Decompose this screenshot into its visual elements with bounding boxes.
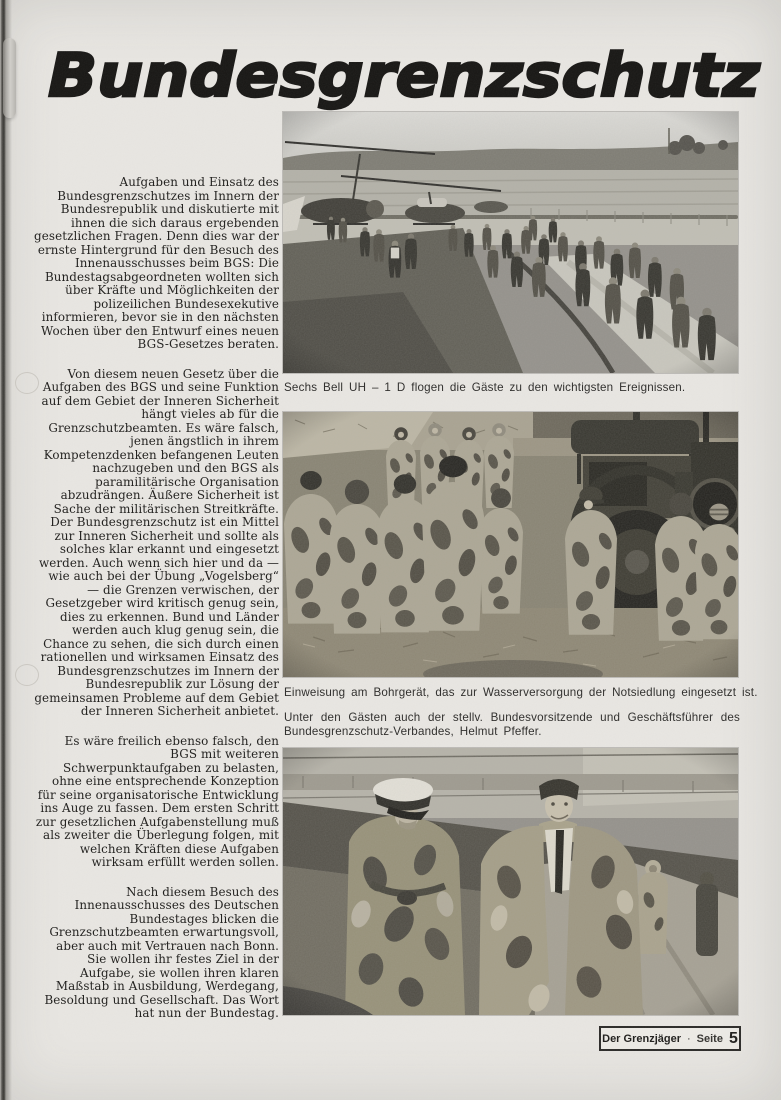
page-word: Seite <box>696 1032 723 1045</box>
page-title: Bundesgrenzschutz <box>48 41 762 111</box>
photo-officials-illustration <box>283 748 738 1015</box>
photo-drill-illustration <box>283 412 738 677</box>
photo-caption-3: Unter den Gästen auch der stellv. Bundesvorsitzende und Geschäftsführer des Bundesgrenzschutz-Verbandes, Helmut Pfeffer. <box>284 711 740 738</box>
page-number: 5 <box>728 1029 738 1047</box>
photo-caption-2: Einweisung am Bohrgerät, das zur Wasserversorgung der Notsiedlung eingesetzt ist. <box>284 686 758 699</box>
article-paragraph-2: Von diesem neuen Gesetz über die Aufgaben des BGS und seine Funktion auf dem Gebiet der Inneren Sicherheit hängt vieles ab für die Grenzschutzbeamten. Es wäre falsch, jenen ängstlich in ihrem Kompetenzdenken befangenen Leuten nachzugeben und den BGS als paramilitärische Organisation abzudrängen. Äußere Sicherheit ist Sache der militärischen Streitkräfte. Der Bundesgrenzschutz ist ein Mittel zur Inneren Sicherheit und sollte als solches klar erkannt und eingesetzt werden. Auch wenn sich hier und da — wie auch bei der Übung „Vogelsberg“ — die Grenzen verwischen, der Gesetzgeber wird kritisch genug sein, dies zu erkennen. Bund und Länder werden auch klug genug sein, die Chance zu sehen, die sich durch einen rationellen und wirksamen Einsatz des Bundesgrenzschutzes im Innern der Bundesrepublik zur Lösung der gemeinsamen Probleme auf dem Gebiet der Inneren Sicherheit anbietet. <box>34 366 279 718</box>
page-footer <box>599 1026 741 1051</box>
article-paragraph-4: Nach diesem Besuch des Innenausschusses des Deutschen Bundestages blicken die Grenzschutzbeamten erwartungsvoll, aber auch mit Vertrauen nach Bonn. Sie wollen ihr festes Ziel in der Aufgabe, sie wollen ihren klaren Maßstab in Ausbildung, Werdegang, Besoldung und Gesellschaft. Das Wort hat nun der Bundestag. <box>44 884 279 1020</box>
article-paragraph-1: Aufgaben und Einsatz des Bundesgrenzschutzes im Innern der Bundesrepublik und diskutierte mit ihnen die sich daraus ergebenden gesetzlichen Fragen. Denn dies war der ernste Hintergrund für den Besuch des Innenausschusses beim BGS: Die Bundestagsabgeordneten wollten sich über Kräfte und Möglichkeiten der polizeilichen Bundesexekutive informieren, bevor sie in den nächsten Wochen über den Entwurf eines neuen BGS-Gesetzes beraten. <box>34 175 279 351</box>
masthead <box>40 28 775 120</box>
photo-caption-1: Sechs Bell UH – 1 D flogen die Gäste zu den wichtigsten Ereignissen. <box>284 381 686 394</box>
article-column <box>34 176 279 1037</box>
binding-tape-mark <box>3 38 16 118</box>
page-spine-shadow <box>0 0 12 1100</box>
photo-helicopters-field <box>283 112 738 373</box>
footer-separator: · <box>687 1032 691 1045</box>
photo-helicopters-illustration <box>283 112 738 373</box>
photo-drill-briefing <box>283 412 738 677</box>
photo-officials-walking <box>283 748 738 1015</box>
magazine-name: Der Grenzjäger <box>602 1032 681 1045</box>
article-paragraph-3: Es wäre freilich ebenso falsch, den BGS mit weiteren Schwerpunktaufgaben zu belasten, ohne eine entsprechende Konzeption für seine organisatorische Entwicklung ins Auge zu fassen. Dem ersten Schritt zur gesetzlichen Aufgabenstellung muß als zweiter die Überlegung folgen, mit welchen Kräften diese Aufgaben wirksam erfüllt werden sollen. <box>35 733 279 869</box>
